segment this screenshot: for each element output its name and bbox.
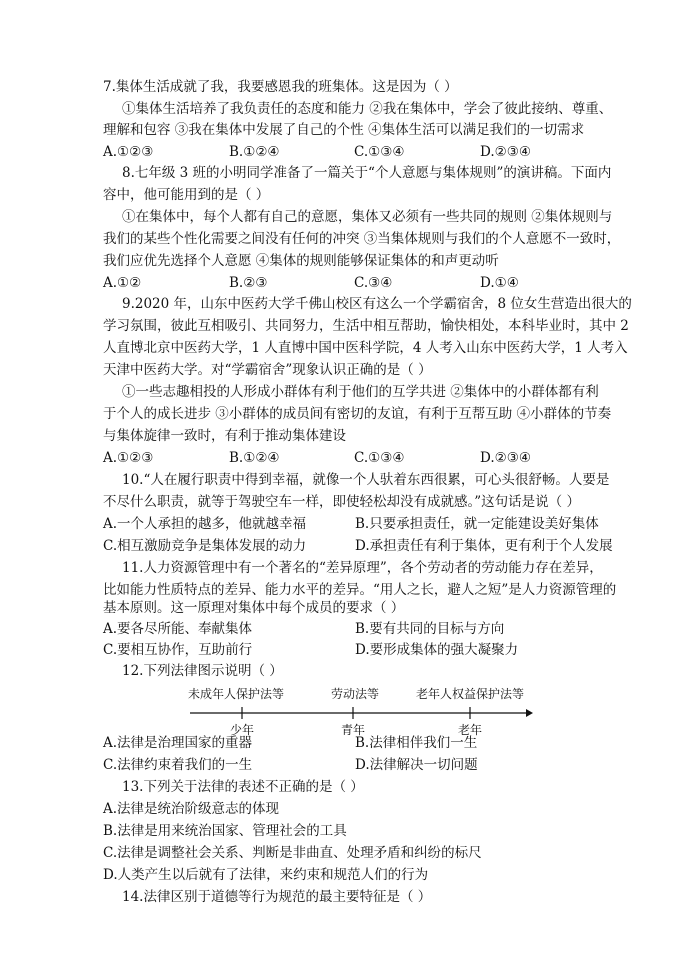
q9-items-line1: ①一些志趣相投的人形成小群体有利于他们的互学共进 ②集体中的小群体都有利 xyxy=(122,384,599,400)
timeline-label-labor-law: 劳动法等 xyxy=(331,687,380,701)
q7-items-line2: 理解和包容 ③我在集体中发展了自己的个性 ④集体生活可以满足我们的一切需求 xyxy=(103,122,585,138)
q11-stem-line2: 比如能力性质特点的差异、能力水平的差异。“用人之长，避人之短”是人力资源管理的 xyxy=(103,582,617,598)
q9-option-a[interactable]: A.①②③ xyxy=(103,450,154,466)
q9-items-line3: 与集体旋律一致时，有利于推动集体建设 xyxy=(103,428,346,444)
q8-option-a[interactable]: A.①② xyxy=(103,275,142,291)
q10-option-d[interactable]: D.承担责任有利于集体，更有利于个人发展 xyxy=(355,538,613,554)
q9-stem-line3: 人直博北京中医药大学，1 人直博中国中医科学院，4 人考入山东中医药大学，1 人考入 xyxy=(103,340,628,356)
q8-option-c[interactable]: C.③④ xyxy=(354,275,393,291)
q10-option-c[interactable]: C.相互激励竞争是集体发展的动力 xyxy=(103,538,307,554)
q11-stem-line1: 11.人力资源管理中有一个著名的“差异原理”，各个劳动者的劳动能力存在差异， xyxy=(122,560,603,576)
q11-stem-line3: 基本原则。这一原理对集体中每个成员的要求（ ） xyxy=(103,600,405,616)
q9-option-b[interactable]: B.①②④ xyxy=(229,450,280,466)
q8-items-line3: 我们应优先选择个人意愿 ④集体的规则能够保证集体的和声更动听 xyxy=(103,253,499,269)
q10-stem-line2: 不尽什么职责，就等于驾驶空车一样，即使轻松却没有成就感。”这句话是说（ ） xyxy=(103,494,580,510)
q8-stem-line2: 容中，他可能用到的是（ ） xyxy=(103,187,270,203)
q9-stem-line2: 学习氛围，彼此互相吸引、共同努力，生活中相互帮助，愉快相处，本科毕业时，其中 2 xyxy=(103,318,629,334)
q13-stem: 13.下列关于法律的表述不正确的是（ ） xyxy=(122,779,364,795)
q12-stem: 12.下列法律图示说明（ ） xyxy=(122,663,283,679)
q9-option-d[interactable]: D.②③④ xyxy=(480,450,531,466)
q9-option-c[interactable]: C.①③④ xyxy=(354,450,405,466)
q8-option-d[interactable]: D.①④ xyxy=(480,275,519,291)
q10-option-b[interactable]: B.只要承担责任，就一定能建设美好集体 xyxy=(355,516,599,532)
q11-option-b[interactable]: B.要有共同的目标与方向 xyxy=(355,621,505,637)
q13-option-b[interactable]: B.法律是用来统治国家、管理社会的工具 xyxy=(103,823,347,839)
q7-option-d[interactable]: D.②③④ xyxy=(480,144,531,160)
q10-stem-line1: 10.“人在履行职责中得到幸福，就像一个人驮着东西很累，可心头很舒畅。人要是 xyxy=(122,472,610,488)
q12-option-d[interactable]: D.法律解决一切问题 xyxy=(355,757,478,773)
timeline-tick-elderly: 老年 xyxy=(458,723,483,737)
q8-items-line2: 我们的某些个性化需要之间没有任何的冲突 ③当集体规则与我们的个人意愿不一致时， xyxy=(103,231,621,247)
q9-items-line2: 于个人的成长进步 ③小群体的成员间有密切的友谊，有利于互帮互助 ④小群体的节奏 xyxy=(103,406,612,422)
q8-stem-line1: 8.七年级 3 班的小明同学准备了一篇关于“个人意愿与集体规则”的演讲稿。下面内 xyxy=(122,165,612,181)
q11-option-a[interactable]: A.要各尽所能、奉献集体 xyxy=(103,621,253,637)
q13-option-a[interactable]: A.法律是统治阶级意志的体现 xyxy=(103,801,280,817)
q12-option-a[interactable]: A.法律是治理国家的重器 xyxy=(103,735,253,751)
q7-items-line1: ①集体生活培养了我负责任的态度和能力 ②我在集体中，学会了彼此接纳、尊重、 xyxy=(122,101,613,117)
q14-stem: 14.法律区别于道德等行为规范的最主要特征是（ ） xyxy=(122,889,432,905)
q9-stem-line4: 天津中医药大学。对“学霸宿舍”现象认识正确的是（ ） xyxy=(103,362,432,378)
timeline-tick-young-adult: 青年 xyxy=(341,723,366,737)
q8-option-b[interactable]: B.②③ xyxy=(229,275,268,291)
q12-option-b[interactable]: B.法律相伴我们一生 xyxy=(355,735,478,751)
q7-option-b[interactable]: B.①②④ xyxy=(229,144,280,160)
q13-option-c[interactable]: C.法律是调整社会关系、判断是非曲直、处理矛盾和纠纷的标尺 xyxy=(103,845,482,861)
timeline-tick-youth: 少年 xyxy=(230,723,255,737)
q11-option-c[interactable]: C.要相互协作，互助前行 xyxy=(103,642,253,658)
q7-option-a[interactable]: A.①②③ xyxy=(103,144,154,160)
timeline-label-elderly-law: 老年人权益保护法等 xyxy=(416,687,525,701)
q12-option-c[interactable]: C.法律约束着我们的一生 xyxy=(103,757,253,773)
q8-items-line1: ①在集体中，每个人都有自己的意愿，集体又必须有一些共同的规则 ②集体规则与 xyxy=(122,209,613,225)
q10-option-a[interactable]: A.一个人承担的越多，他就越幸福 xyxy=(103,516,307,532)
q13-option-d[interactable]: D.人类产生以后就有了法律，来约束和规范人们的行为 xyxy=(103,867,429,883)
q7-stem: 7.集体生活成就了我，我要感恩我的班集体。这是因为（ ） xyxy=(103,79,458,95)
timeline-label-minor-law: 未成年人保护法等 xyxy=(188,687,285,701)
q7-option-c[interactable]: C.①③④ xyxy=(354,144,405,160)
q9-stem-line1: 9.2020 年，山东中医药大学千佛山校区有这么一个学霸宿舍，8 位女生营造出很大的 xyxy=(122,296,632,312)
q11-option-d[interactable]: D.要形成集体的强大凝聚力 xyxy=(355,642,519,658)
